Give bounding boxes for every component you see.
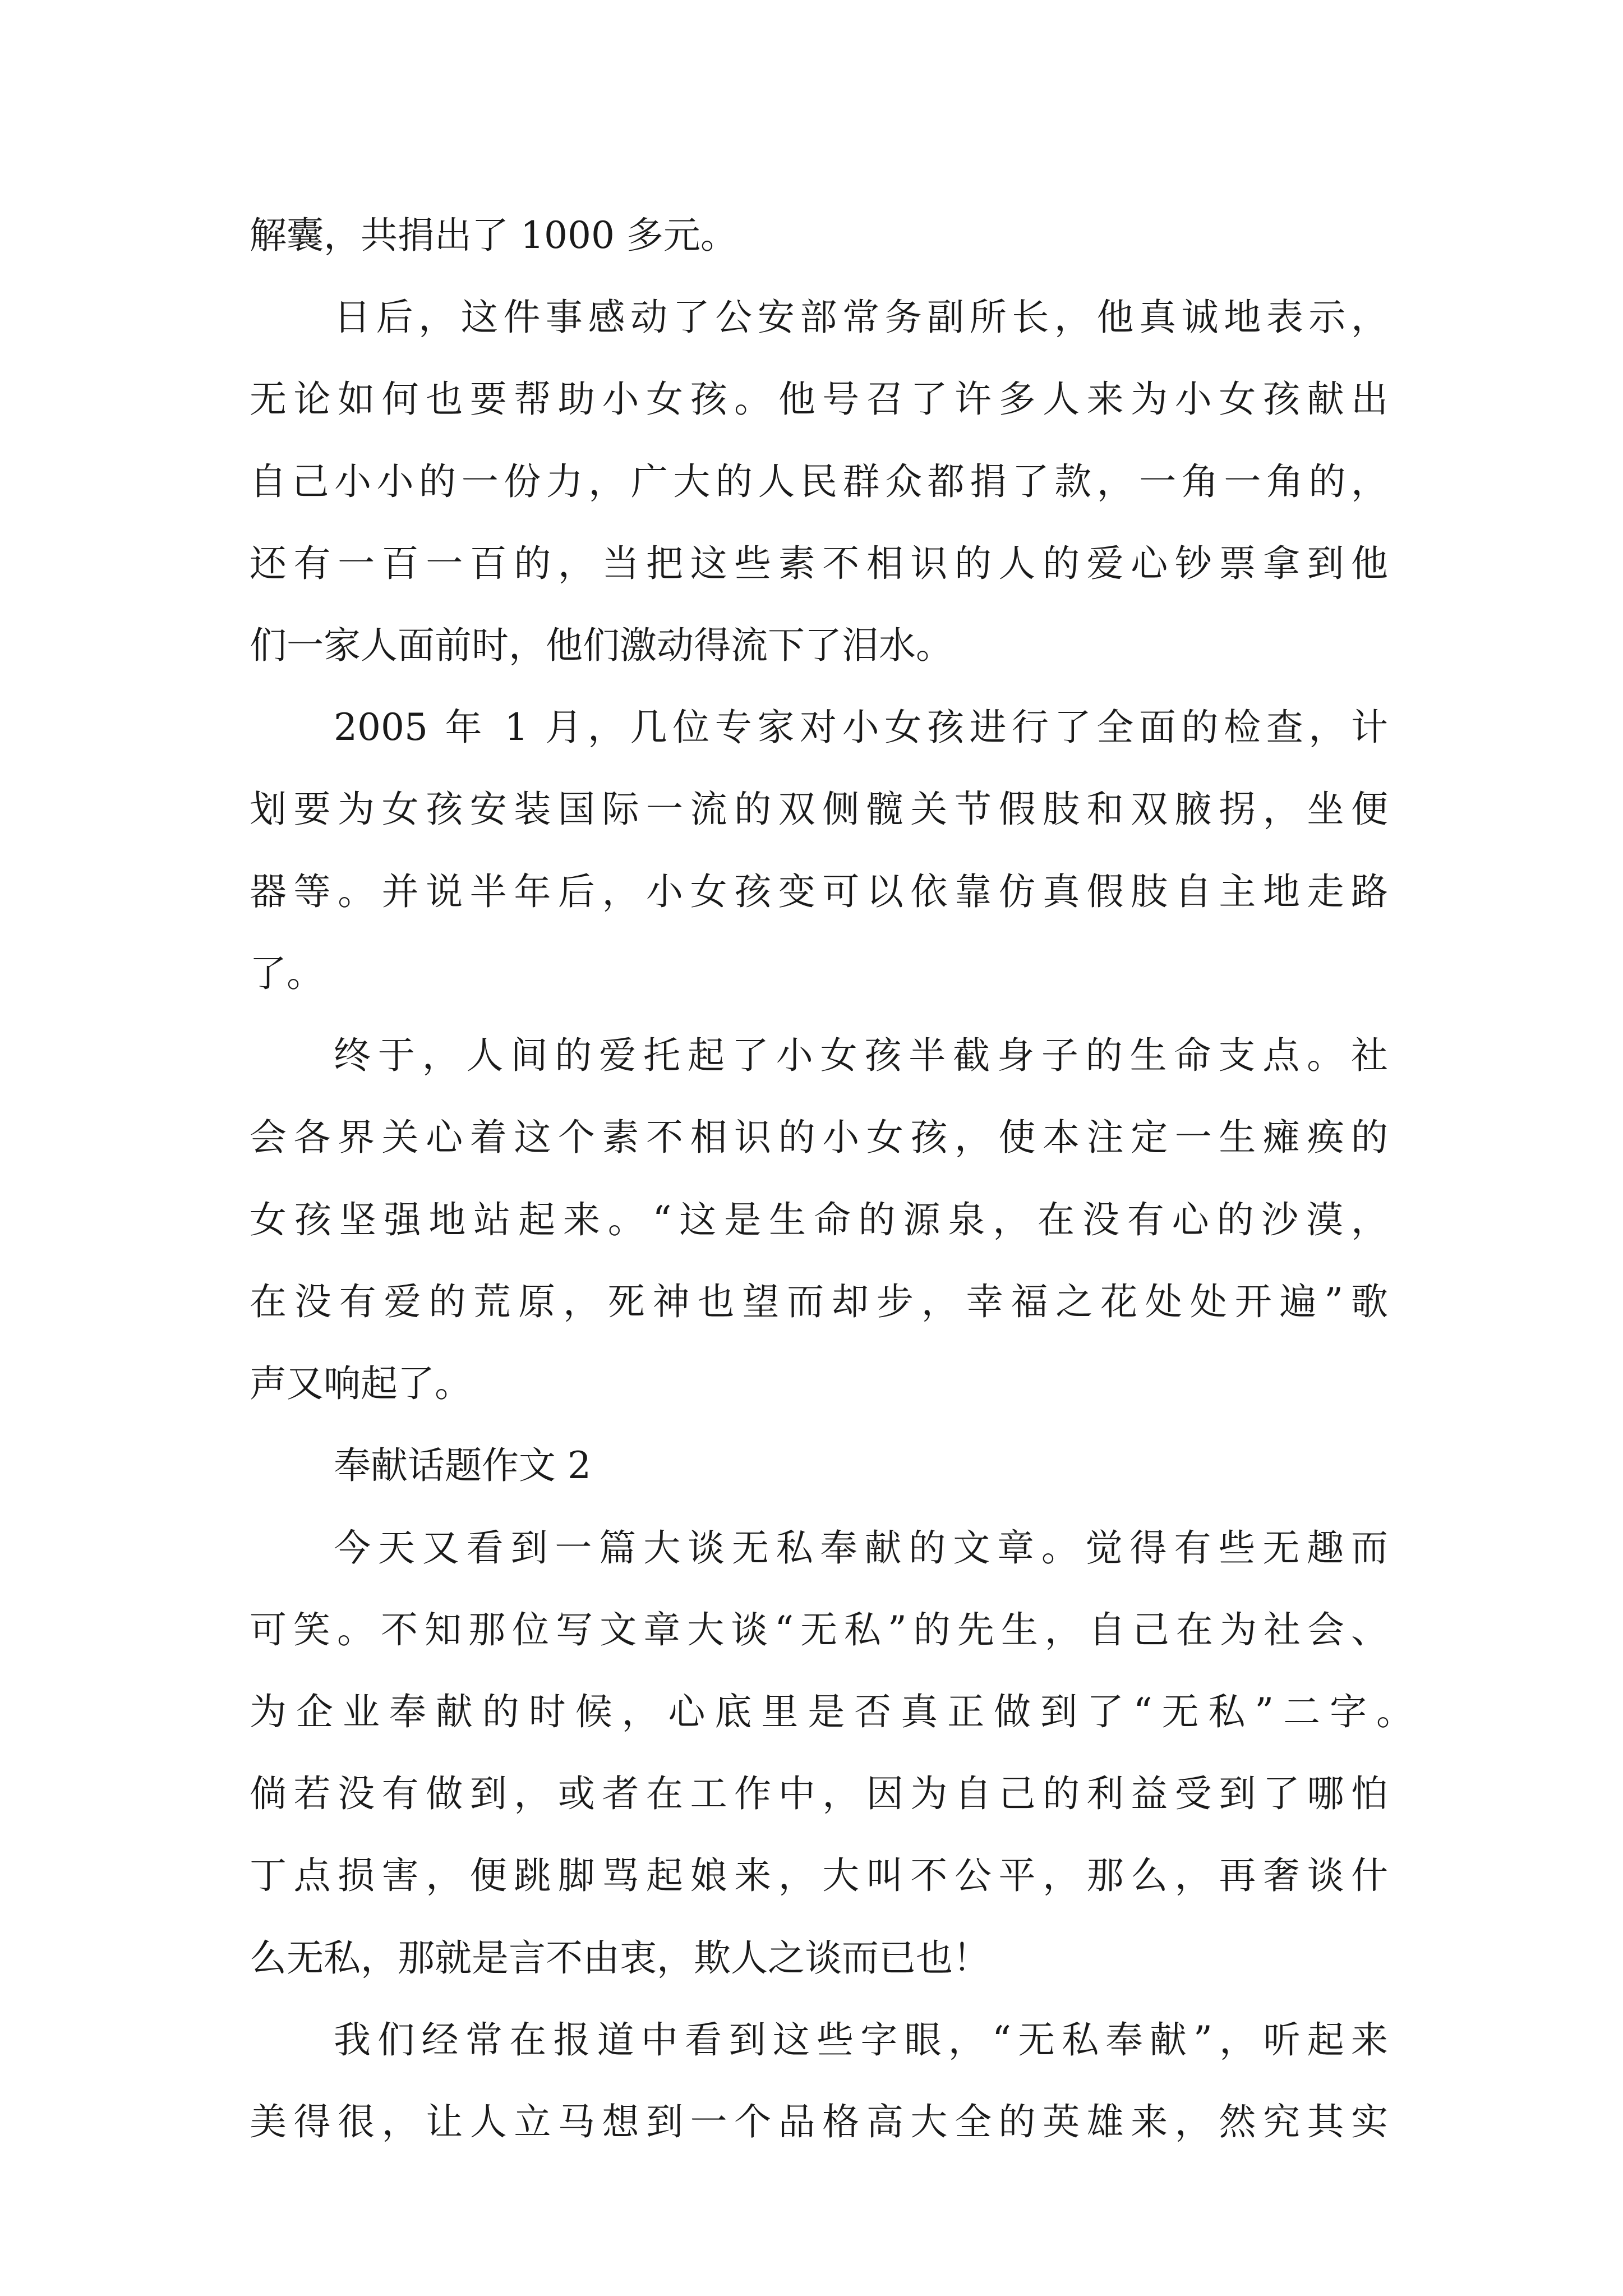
text-line: 丁点损害，便跳脚骂起娘来，大叫不公平，那么，再奢谈什 <box>250 1854 1388 1897</box>
section-heading: 奉献话题作文 2 <box>334 1444 591 1487</box>
text-line: 会各界关心着这个素不相识的小女孩，使本注定一生瘫痪的 <box>250 1116 1388 1159</box>
text-line: 还有一百一百的，当把这些素不相识的人的爱心钞票拿到他 <box>250 542 1388 585</box>
text-line: 女孩坚强地站起来。“这是生命的源泉，在没有心的沙漠， <box>250 1198 1388 1241</box>
text-line: 划要为女孩安装国际一流的双侧髋关节假肢和双腋拐，坐便 <box>250 788 1388 831</box>
text-line: 器等。并说半年后，小女孩变可以依靠仿真假肢自主地走路 <box>250 870 1388 913</box>
text-line: 可笑。不知那位写文章大谈“无私”的先生，自己在为社会、 <box>250 1608 1388 1651</box>
text-line: 为企业奉献的时候，心底里是否真正做到了“无私”二字。 <box>250 1690 1413 1733</box>
paragraph-first-line: 终于，人间的爱托起了小女孩半截身子的生命支点。社 <box>334 1034 1388 1077</box>
text-line: 无论如何也要帮助小女孩。他号召了许多人来为小女孩献出 <box>250 378 1388 421</box>
text-line: 自己小小的一份力，广大的人民群众都捐了款，一角一角的， <box>250 460 1388 503</box>
text-line: 倘若没有做到，或者在工作中，因为自己的利益受到了哪怕 <box>250 1772 1388 1815</box>
text-line: 解囊，共捐出了 1000 多元。 <box>250 214 737 257</box>
paragraph-first-line: 日后，这件事感动了公安部常务副所长，他真诚地表示， <box>334 296 1388 339</box>
text-line: 在没有爱的荒原，死神也望而却步，幸福之花处处开遍”歌 <box>250 1280 1388 1323</box>
text-line: 声又响起了。 <box>250 1362 472 1405</box>
paragraph-first-line: 我们经常在报道中看到这些字眼，“无私奉献”，听起来 <box>334 2018 1388 2062</box>
paragraph-first-line: 今天又看到一篇大谈无私奉献的文章。觉得有些无趣而 <box>334 1526 1388 1570</box>
text-line: 美得很，让人立马想到一个品格高大全的英雄来，然究其实 <box>250 2100 1388 2143</box>
paragraph-first-line: 2005 年 1 月，几位专家对小女孩进行了全面的检查，计 <box>334 706 1388 749</box>
text-line: 们一家人面前时，他们激动得流下了泪水。 <box>250 624 953 667</box>
text-line: 么无私，那就是言不由衷，欺人之谈而已也！ <box>250 1936 990 1980</box>
text-line: 了。 <box>250 952 324 995</box>
